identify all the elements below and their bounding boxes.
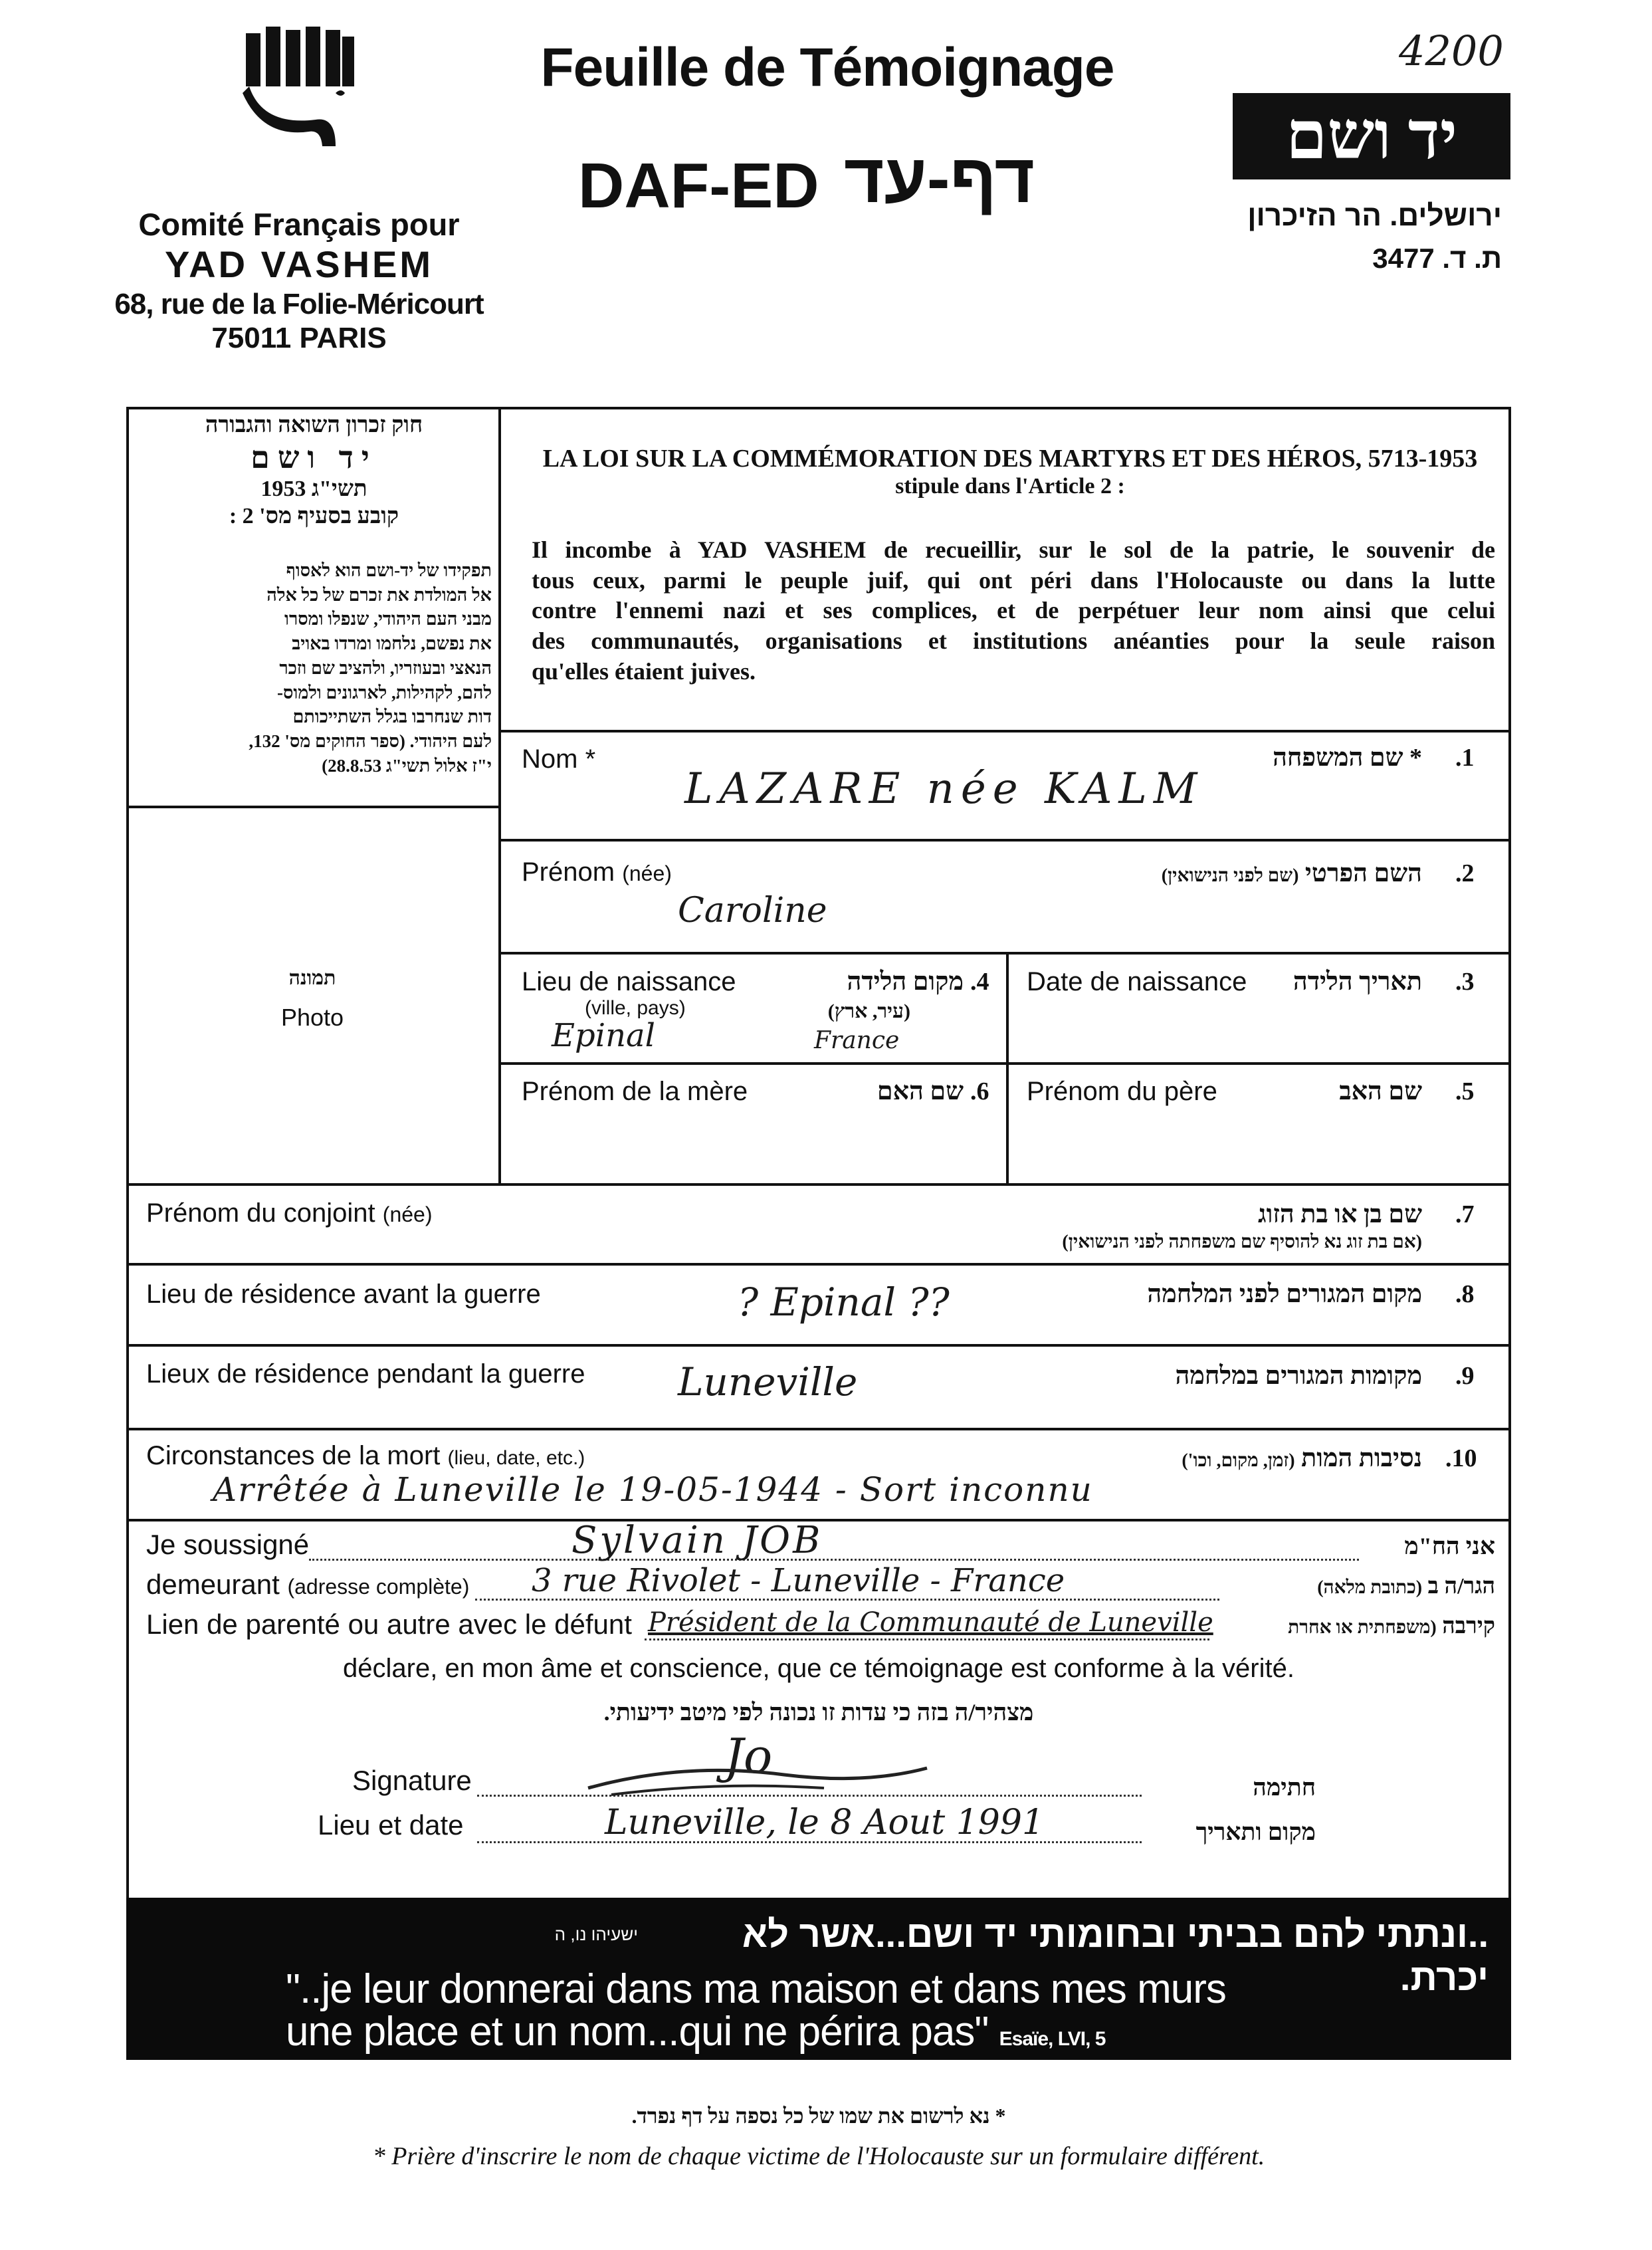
quote-banner bbox=[126, 1898, 1511, 2060]
committee-line-4: 75011 PARIS bbox=[211, 322, 387, 355]
field-8-number: .8 bbox=[1455, 1280, 1475, 1308]
photo-label-hebrew: תמונה bbox=[288, 967, 336, 989]
banner-french-line-1: "..je leur donnerai dans ma maison et dans mes murs bbox=[286, 1966, 1226, 2012]
lien-label-hebrew-small: (משפחתית או אחרת bbox=[1288, 1617, 1437, 1638]
law-hebrew-line: לעם היהודי. (ספר החוקים מס' 132, bbox=[249, 731, 492, 752]
law-french-subtitle: stipule dans l'Article 2 : bbox=[895, 474, 1125, 499]
menorah-logo-icon bbox=[236, 20, 362, 173]
field-7-label-small: (née) bbox=[382, 1202, 433, 1226]
soussigne-label: Je soussigné bbox=[146, 1529, 310, 1560]
field-7-label bbox=[146, 1198, 432, 1228]
field-4-value-country[interactable]: France bbox=[814, 1027, 900, 1054]
field-1-label: Nom * bbox=[522, 744, 596, 774]
banner-french-line-2 bbox=[286, 2008, 1106, 2055]
field-10-label-hebrew-small: (זמן, מקום, וכו') bbox=[1182, 1450, 1295, 1471]
demeurant-label-text: demeurant bbox=[146, 1569, 280, 1600]
field-4-value-city[interactable]: Epinal bbox=[552, 1017, 655, 1054]
page-title: Feuille de Témoignage bbox=[540, 37, 1114, 98]
lien-label-hebrew-text: קירבה bbox=[1442, 1614, 1495, 1638]
soussigne-label-hebrew: אני הח"מ bbox=[1404, 1533, 1495, 1559]
field-2-label-hebrew-text: השם הפרטי bbox=[1304, 859, 1422, 887]
law-hebrew-line: יד ושם bbox=[251, 440, 377, 475]
signature-label: Signature bbox=[352, 1765, 472, 1796]
signature-flourish-icon bbox=[585, 1742, 930, 1801]
field-5-label: Prénom du père bbox=[1027, 1077, 1217, 1106]
field-4-number: .4 bbox=[970, 968, 989, 996]
committee-address bbox=[100, 206, 498, 356]
field-3-label-hebrew: תאריך הלידה bbox=[1292, 968, 1422, 996]
banner-hebrew-ref: ישעיהו נו, ה bbox=[554, 1924, 638, 1944]
footer-hebrew: * נא לרשום את שמו של כל נספה על דף נפרד. bbox=[631, 2104, 1006, 2128]
banner-french-ref: Esaïe, LVI, 5 bbox=[999, 2028, 1106, 2050]
law-hebrew-box bbox=[136, 412, 492, 530]
law-french-line: Il incombe à YAD VASHEM de recueillir, sur le sol de la patrie, le souvenir de bbox=[532, 536, 1495, 563]
demeurant-label bbox=[146, 1569, 469, 1601]
law-french-line: tous ceux, parmi le peuple juif, qui ont péri dans l'Holocauste ou dans la lutte bbox=[532, 566, 1495, 594]
field-7-label-text: Prénom du conjoint bbox=[146, 1198, 375, 1228]
photo-label: Photo bbox=[280, 1004, 344, 1031]
field-1-label-hebrew: * שם המשפחה bbox=[1273, 744, 1422, 772]
law-french-line: des communautés, organisations et institutions anéanties pour la seule raison bbox=[532, 627, 1495, 655]
field-10-value[interactable]: Arrêtée à Luneville le 19-05-1944 - Sort inconnu bbox=[213, 1470, 1093, 1509]
declaration-text: déclare, en mon âme et conscience, que ce témoignage est conforme à la vérité. bbox=[343, 1654, 1294, 1683]
law-hebrew-line: את נפשם, נלחמו ומרדו באויב bbox=[292, 633, 492, 654]
law-hebrew-line: מבני העם היהודי, שנפלו ומסרו bbox=[284, 609, 492, 629]
signature-label-hebrew: חתימה bbox=[1253, 1774, 1316, 1801]
field-3-label: Date de naissance bbox=[1027, 967, 1247, 996]
field-1-value[interactable]: LAZARE née KALM bbox=[684, 764, 1204, 814]
banner-hebrew: ..ונתתי להם בביתי ובחומותי יד ושם...אשר לא יכרת. bbox=[742, 1913, 1489, 1998]
field-2-label-small: (née) bbox=[622, 861, 672, 885]
demeurant-value[interactable]: 3 rue Rivolet - Luneville - France bbox=[532, 1562, 1065, 1599]
field-6-number: .6 bbox=[970, 1077, 989, 1105]
law-hebrew-line: אל המולדת את זכרם של כל אלה bbox=[266, 584, 492, 605]
law-french-line: qu'elles étaient juives. bbox=[532, 657, 756, 685]
law-french-title: LA LOI SUR LA COMMÉMORATION DES MARTYRS ET DES HÉROS, 5713-1953 bbox=[542, 445, 1478, 473]
field-3-number: .3 bbox=[1455, 968, 1475, 996]
field-2-number: .2 bbox=[1455, 859, 1475, 887]
field-10-label-hebrew-text: נסיבות המות bbox=[1301, 1444, 1422, 1472]
committee-line-3: 68, rue de la Folie-Méricourt bbox=[114, 287, 484, 320]
law-hebrew-line: הנאצי ובעוזריו, ולהציב שם וזכר bbox=[279, 657, 492, 678]
field-9-value[interactable]: Luneville bbox=[678, 1359, 858, 1405]
demeurant-label-hebrew-text: הגר/ה ב bbox=[1427, 1574, 1495, 1599]
daf-ed-hebrew: דף-עד bbox=[844, 140, 1035, 217]
daf-ed-latin: DAF-ED bbox=[578, 150, 819, 221]
field-2-label bbox=[522, 857, 672, 887]
yad-vashem-logo-text: יד ושם bbox=[1285, 99, 1458, 173]
lieu-date-value[interactable]: Luneville, le 8 Aout 1991 bbox=[605, 1803, 1045, 1843]
banner-french-line-2-text: une place et un nom...qui ne périra pas" bbox=[286, 2009, 989, 2055]
lieu-date-label-hebrew: מקום ותאריך bbox=[1195, 1819, 1316, 1845]
field-2-value[interactable]: Caroline bbox=[678, 891, 827, 931]
lien-label-hebrew bbox=[1216, 1614, 1495, 1639]
field-10-label-hebrew bbox=[1063, 1444, 1422, 1473]
field-5-number: .5 bbox=[1455, 1077, 1475, 1105]
law-hebrew-line: חוק זכרון השואה והגבורה bbox=[205, 413, 423, 437]
lien-value[interactable]: Président de la Communauté de Luneville bbox=[648, 1607, 1213, 1638]
law-hebrew-body bbox=[136, 558, 492, 778]
soussigne-value[interactable]: Sylvain JOB bbox=[571, 1519, 823, 1562]
lien-label: Lien de parenté ou autre avec le défunt bbox=[146, 1609, 632, 1640]
lieu-date-label: Lieu et date bbox=[318, 1809, 464, 1841]
field-10-number: .10 bbox=[1445, 1444, 1477, 1472]
committee-line-1: Comité Français pour bbox=[138, 207, 460, 242]
handwritten-reference-number: 4200 bbox=[1399, 27, 1504, 75]
law-hebrew-line: י"ז אלול תשי"ג 28.8.53) bbox=[322, 755, 492, 776]
law-hebrew-line: תפקידו של יד-ושם הוא לאסוף bbox=[286, 560, 492, 580]
field-10-label bbox=[146, 1441, 585, 1471]
field-6-label-hebrew: שם האם bbox=[877, 1077, 964, 1105]
field-10-label-text: Circonstances de la mort bbox=[146, 1441, 441, 1470]
po-box: ת. ד. 3477 bbox=[1372, 243, 1502, 274]
field-4-label-hebrew-small: (עיר, ארץ) bbox=[827, 1000, 910, 1022]
field-2-label-text: Prénom bbox=[522, 857, 615, 887]
footer-french: * Prière d'inscrire le nom de chaque victime de l'Holocauste sur un formulaire différent. bbox=[372, 2142, 1265, 2170]
law-hebrew-line: דות שנחרבו בגלל השתייכותם bbox=[292, 707, 492, 727]
field-4-label-hebrew: מקום הלידה bbox=[847, 968, 964, 996]
field-4-label-small: (ville, pays) bbox=[585, 997, 686, 1019]
law-french-body bbox=[532, 535, 1495, 687]
field-7-label-hebrew-small: (אם בת זוג נא להוסיף שם משפחתה לפני הנישואין) bbox=[1062, 1232, 1422, 1252]
field-9-label: Lieux de résidence pendant la guerre bbox=[146, 1359, 585, 1389]
field-9-label-hebrew: מקומות המגורים במלחמה bbox=[1175, 1362, 1422, 1390]
law-hebrew-line: תשי"ג 1953 bbox=[260, 476, 367, 501]
law-hebrew-line: קובע בסעיף מס' 2 : bbox=[229, 503, 399, 528]
field-8-label-hebrew: מקום המגורים לפני המלחמה bbox=[1147, 1280, 1422, 1308]
law-french-line: contre l'ennemi nazi et ses complices, et de perpétuer leur nom ainsi que celui bbox=[532, 597, 1495, 624]
demeurant-label-hebrew bbox=[1229, 1574, 1495, 1599]
demeurant-label-small: (adresse complète) bbox=[287, 1575, 470, 1599]
field-8-label: Lieu de résidence avant la guerre bbox=[146, 1280, 541, 1309]
field-4-label: Lieu de naissance bbox=[522, 967, 736, 996]
field-6-label: Prénom de la mère bbox=[522, 1077, 748, 1106]
field-8-value[interactable]: ? Epinal ?? bbox=[738, 1280, 950, 1325]
field-5-label-hebrew: שם האב bbox=[1339, 1077, 1422, 1105]
field-1-number: .1 bbox=[1455, 744, 1475, 772]
yad-vashem-logo bbox=[1233, 93, 1510, 179]
field-2-label-hebrew-small: (שם לפני הנישואין) bbox=[1161, 865, 1299, 886]
field-2-label-hebrew bbox=[1023, 859, 1422, 888]
field-10-label-small: (lieu, date, etc.) bbox=[447, 1447, 585, 1469]
law-hebrew-line: להם, לקהילות, לארגונים ולמוס- bbox=[276, 682, 492, 703]
committee-line-2: YAD VASHEM bbox=[164, 243, 434, 286]
demeurant-label-hebrew-small: (כתובת מלאה) bbox=[1317, 1577, 1423, 1598]
field-9-number: .9 bbox=[1455, 1362, 1475, 1390]
jerusalem-address: ירושלים. הר הזיכרון bbox=[1247, 199, 1502, 232]
declaration-text-hebrew: מצהיר/ה בזה כי עדות זו נכונה לפי מיטב ידיעותי. bbox=[603, 1699, 1034, 1726]
field-7-label-hebrew: שם בן או בת הזוג bbox=[1258, 1200, 1422, 1228]
signature-value[interactable]: Jo bbox=[724, 1728, 773, 1784]
field-7-number: .7 bbox=[1455, 1200, 1475, 1228]
